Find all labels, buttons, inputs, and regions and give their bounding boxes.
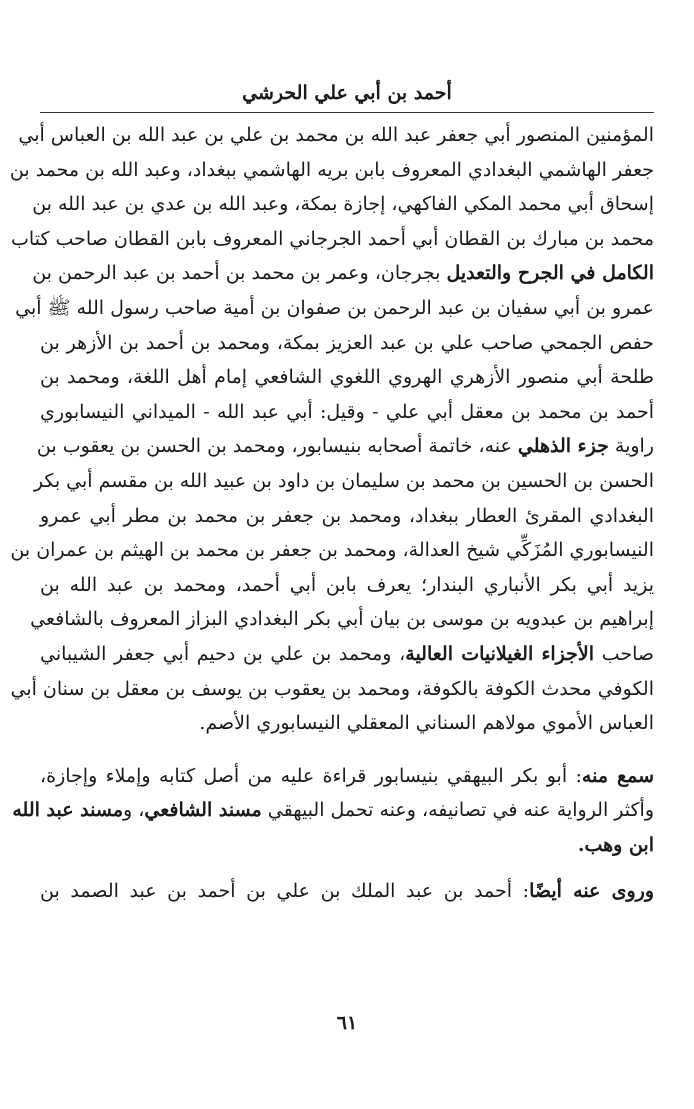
text-line: حفص الجمحي صاحب علي بن عبد العزيز بمكة، ومحمد بن أحمد بن الأزهر بن	[40, 331, 654, 354]
text-span: عنه، خاتمة أصحابه بنيسابور، ومحمد بن الحسن بن يعقوب بن	[36, 435, 518, 458]
text-line: أحمد بن محمد بن معقل أبي علي - وقيل: أبي عبد الله - الميداني النيسابوري	[40, 400, 654, 423]
text-line: إبراهيم بن عبدويه بن موسى بن بيان أبي بكر البغدادي البزاز المعروف بالشافعي	[30, 608, 654, 631]
book-title-bold: مسند الشافعي	[144, 799, 262, 822]
text-line	[36, 429, 654, 464]
text-span: : أحمد بن عبد الملك بن علي بن أحمد بن عبد الصمد بن	[40, 880, 530, 903]
book-title-bold: الكامل في الجرح والتعديل	[446, 262, 654, 285]
section-label: سمع منه	[581, 764, 654, 787]
text-line: محمد بن مبارك بن القطان أبي أحمد الجرجاني المعروف بابن القطان صاحب كتاب	[11, 227, 654, 250]
text-line: النيسابوري المُزَكِّي شيخ العدالة، ومحمد بن جعفر بن محمد بن الهيثم بن عمران بن	[10, 539, 654, 562]
text-span: ، و	[123, 799, 145, 822]
text-line: طلحة أبي منصور الأزهري الهروي اللغوي الشافعي إمام أهل اللغة، ومحمد بن	[40, 366, 654, 389]
book-title-bold: ابن وهب	[584, 833, 654, 856]
paragraph-narrators	[40, 874, 654, 909]
paragraph-students	[12, 759, 654, 863]
header-divider	[40, 112, 654, 113]
text-line: الحسن بن الحسين بن محمد بن سليمان بن داود بن عبيد الله بن مقسم أبي بكر	[33, 469, 654, 492]
text-line	[40, 637, 654, 672]
book-title-bold: الأجزاء الغيلانيات العالية	[405, 642, 595, 665]
text-span: ، ومحمد بن علي بن دحيم أبي جعفر الشيباني	[40, 642, 406, 665]
text-line: عمرو بن أبي سفيان بن عبد الرحمن بن صفوان بن أمية صاحب رسول الله ﷺ أبي	[15, 296, 654, 319]
text-span: صاحب	[594, 642, 654, 665]
text-span: : أبو بكر البيهقي بنيسابور قراءة عليه من أصل كتابه وإملاء وإجازة،	[40, 764, 582, 787]
text-line: البغدادي المقرئ العطار ببغداد، ومحمد بن جعفر بن محمد بن مطر أبي عمرو	[40, 504, 654, 527]
text-line: الكوفي محدث الكوفة بالكوفة، ومحمد بن يعقوب بن يوسف بن معقل بن سنان أبي	[10, 677, 654, 700]
text-line: يزيد أبي بكر الأنباري البندار؛ يعرف بابن أبي أحمد، ومحمد بن عبد الله بن	[40, 573, 654, 596]
text-line	[40, 874, 654, 909]
text-line: جعفر الهاشمي البغدادي المعروف بابن بريه الهاشمي ببغداد، وعبد الله بن محمد بن	[9, 158, 654, 181]
text-span: .	[577, 833, 585, 856]
text-line	[32, 256, 654, 291]
page-number: ٦١	[336, 1012, 358, 1034]
text-span: وأكثر الرواية عنه في تصانيفه، وعنه تحمل البيهقي	[261, 799, 654, 822]
text-span: بجرجان، وعمر بن محمد بن أحمد بن عبد الرحمن بن	[32, 262, 447, 285]
text-line	[12, 793, 654, 828]
text-span: راوية	[608, 435, 654, 458]
book-title-bold: مسند عبد الله	[12, 799, 123, 822]
body-text	[9, 118, 654, 909]
text-line: إسحاق أبي محمد المكي الفاكهي، إجازة بمكة، وعبد الله بن عدي بن عبد الله بن	[32, 193, 654, 216]
running-header: أحمد بن أبي علي الحرشي	[242, 82, 452, 104]
text-line: العباس الأموي مولاهم السناني المعقلي النيسابوري الأصم.	[199, 712, 654, 735]
text-line	[40, 828, 654, 863]
text-line: المؤمنين المنصور أبي جعفر عبد الله بن محمد بن علي بن عبد الله بن العباس أبي	[18, 124, 654, 146]
section-label: وروى عنه أيضًا	[529, 880, 654, 903]
paragraph-teachers	[9, 118, 654, 741]
text-line	[40, 759, 654, 794]
book-title-bold: جزء الذهلي	[517, 435, 609, 458]
